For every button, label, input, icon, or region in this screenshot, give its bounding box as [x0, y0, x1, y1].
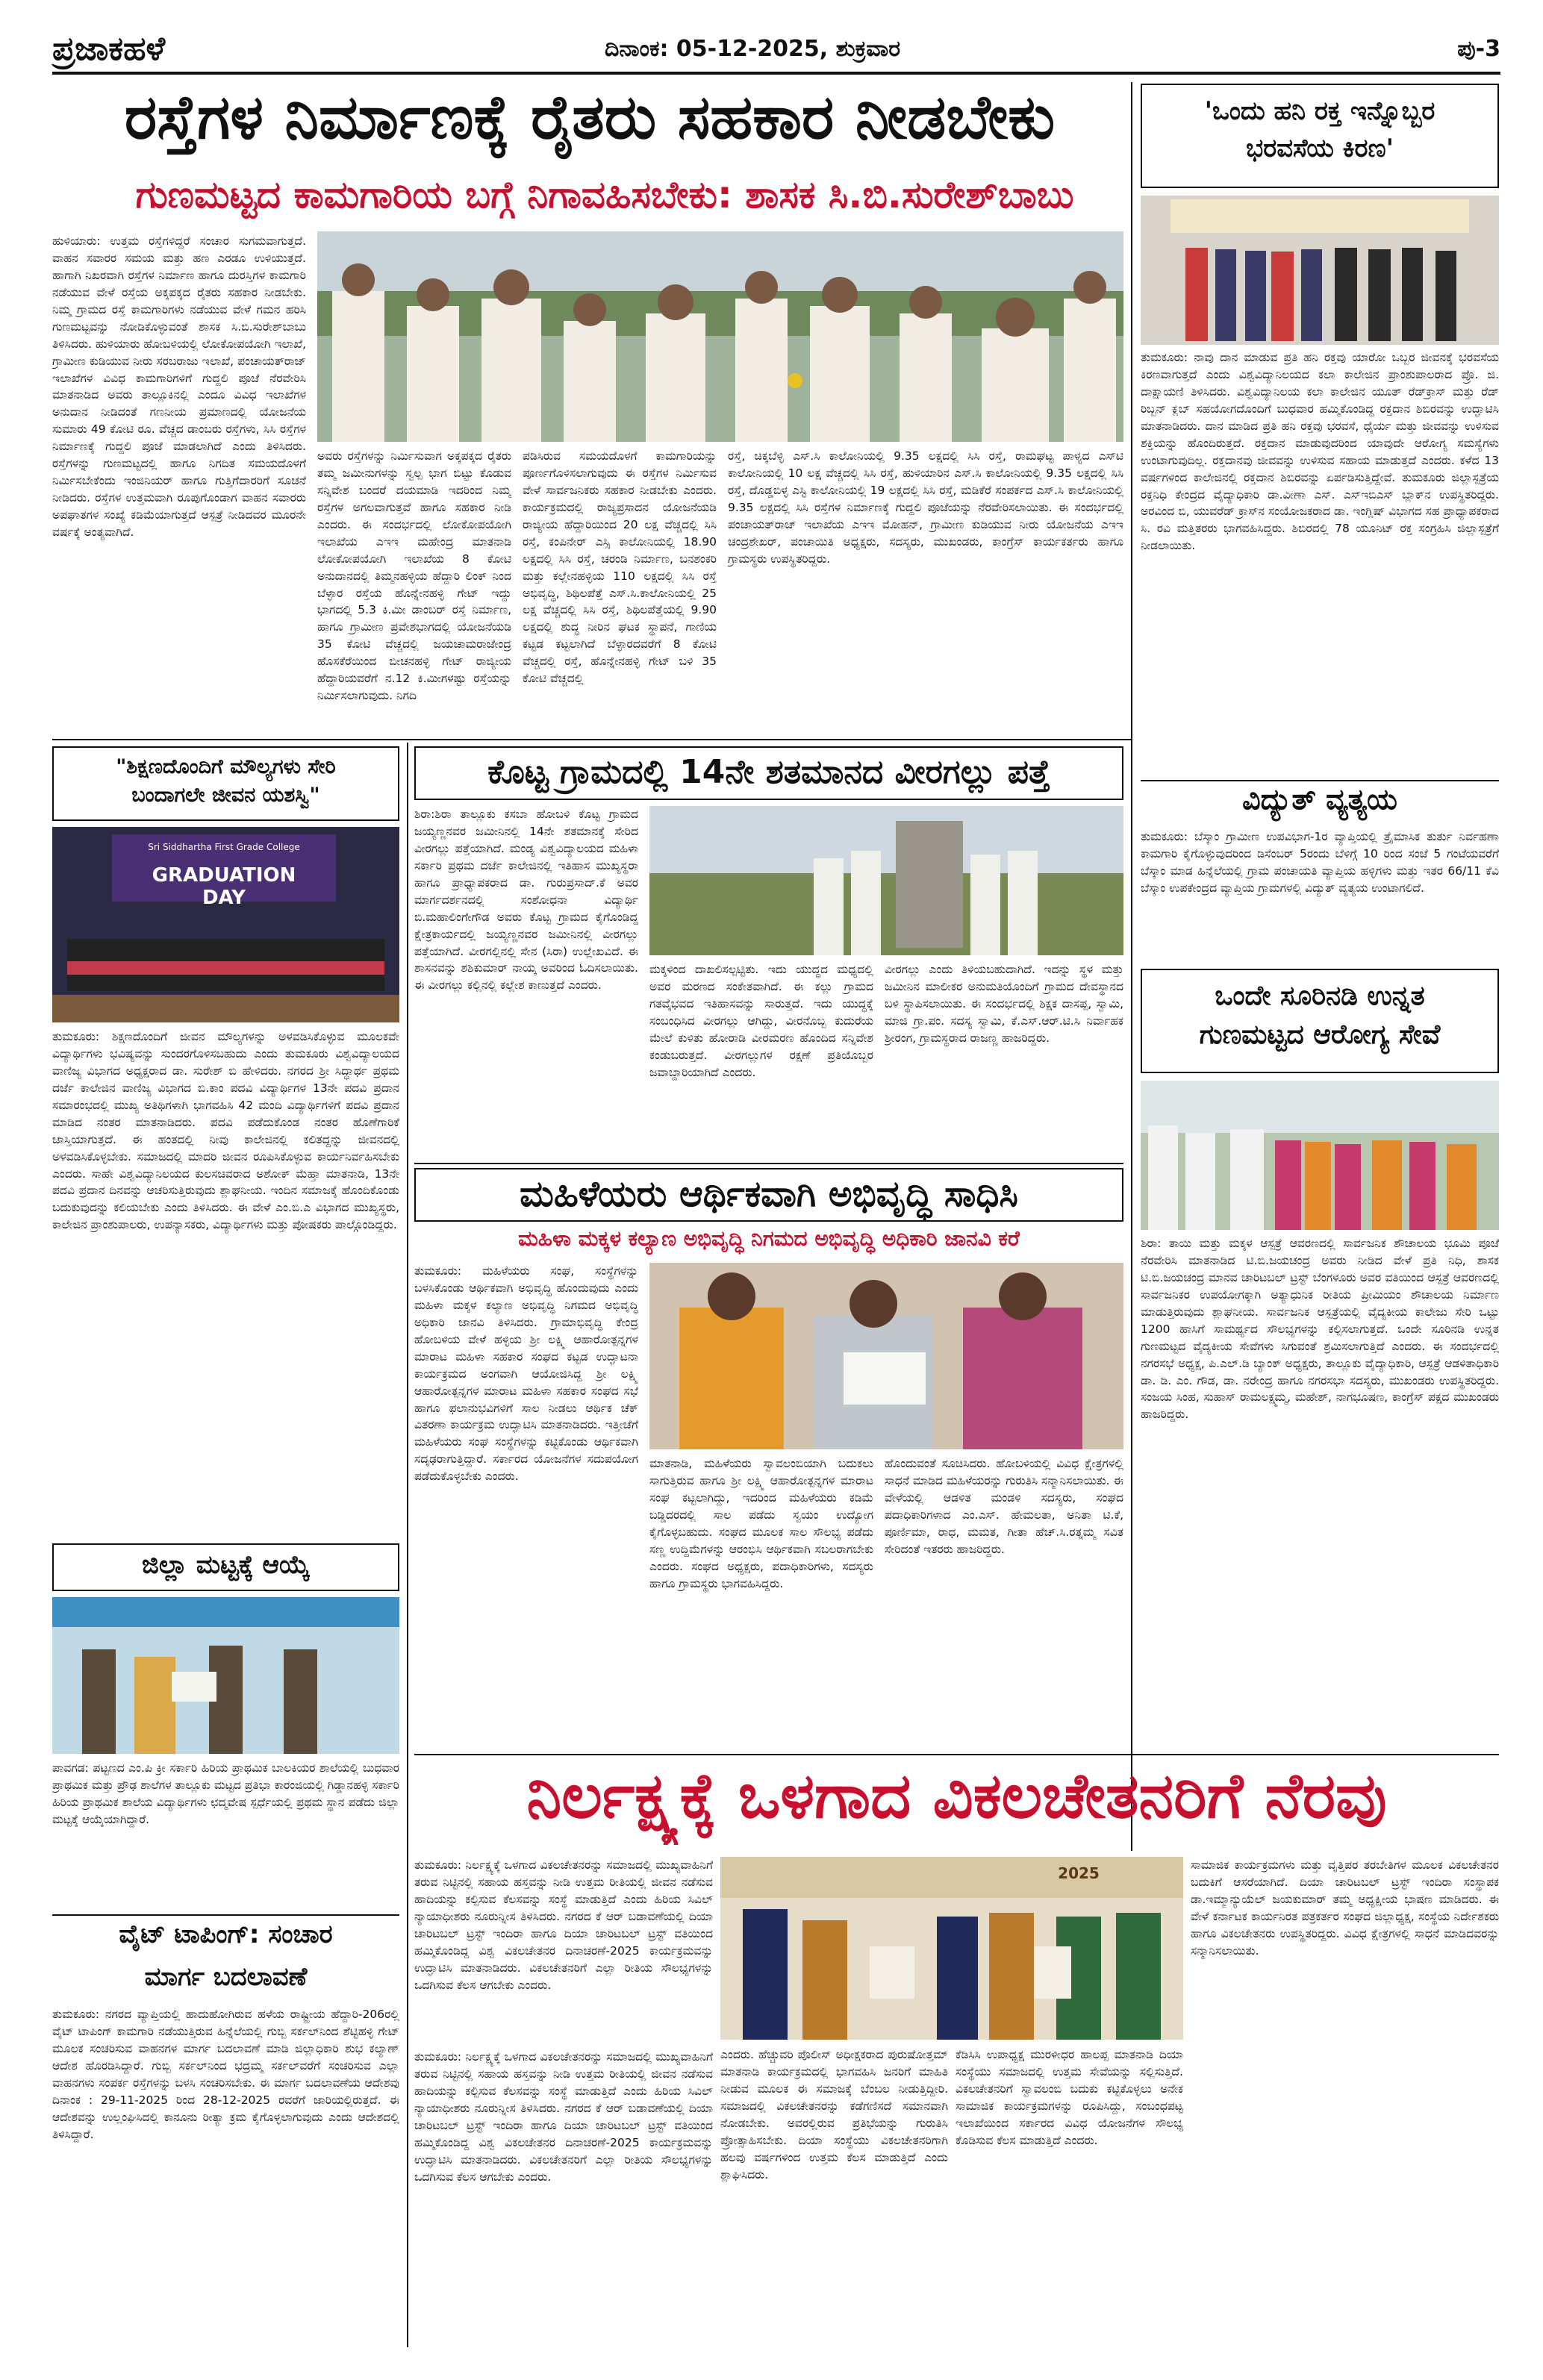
graduation-college-name: Sri Siddhartha First Grade College	[148, 842, 300, 852]
right-story-3-headline-line-2: ಗುಣಮಟ್ಟದ ಆರೋಗ್ಯ ಸೇವೆ	[1199, 1019, 1441, 1050]
left-story-1-headline-box	[52, 746, 399, 821]
center-story-1-headline-box	[414, 746, 1123, 800]
center-story-1-photo	[649, 806, 1123, 955]
center-story-3-column-2: ಎಂದರು. ಹೆಚ್ಚುವರಿ ಪೊಲೀಸ್ ಅಧೀಕ್ಷಕರಾದ ಪುರುಷೋತ್ತಮ್ ಮಾತನಾಡಿ ಕಾರ್ಯಕ್ರಮದಲ್ಲಿ ಭಾಗವಹಿಸಿ ಜನರಿಗೆ ಮಾಹಿತಿ ನೀಡುವ ಮೂಲಕ ಈ ಸಮಾಜಕ್ಕೆ ಬೆಂಬಲ ನೀಡುತ್ತಿದ್ದೀರಿ. ಸಮಾಜದಲ್ಲಿ ವಿಕಲಚೇತನರನ್ನು ಕಡೆಗಣಿಸದೆ ಸಮಾನವಾಗಿ ನೋಡಬೇಕು. ಅವರಲ್ಲಿರುವ ಪ್ರತಿಭೆಯನ್ನು ಗುರುತಿಸಿ ಪ್ರೋತ್ಸಾಹಿಸಬೇಕು. ದಿಯಾ ಸಂಸ್ಥೆಯು ವಿಕಲಚೇತನರಿಗಾಗಿ ಹಲವು ವರ್ಷಗಳಿಂದ ಉತ್ತಮ ಕೆಲಸ ಮಾಡುತ್ತಿದೆ ಎಂದು ಶ್ಲಾಘಿಸಿದರು.	[720, 2048, 948, 2181]
lead-column-4: ರಸ್ತೆ, ಚಿಕ್ಕಬೆಳ್ಳಿ ಎಸ್.ಸಿ ಕಾಲೋನಿಯಲ್ಲಿ 9.35 ಲಕ್ಷದಲ್ಲಿ ಸಿಸಿ ರಸ್ತೆ, ರಾಮಘಟ್ಟ ಪಾಳ್ಯದ ಎಸ್‌ಟಿ ಕಾಲೋನಿಯಲ್ಲಿ 10 ಲಕ್ಷ ವೆಚ್ಚದಲ್ಲಿ ಸಿಸಿ ರಸ್ತೆ, ಹುಳಿಯಾರಿನ ಎಸ್.ಸಿ ಕಾಲೋನಿಯಲ್ಲಿ 9.35 ಲಕ್ಷದಲ್ಲಿ ಸಿಸಿ ರಸ್ತೆ, ದೊಡ್ಡಬಿಳ್ಳ ಎಸ್ಟಿ ಕಾಲೋನಿಯಲ್ಲಿ 19 ಲಕ್ಷದಲ್ಲಿ ಸಿಸಿ ರಸ್ತೆ, ಮಡಿಕೆರೆ ಸಂಪರ್ಕದ ಎಸ್.ಸಿ ಕಾಲೋನಿಯಲ್ಲಿ 9.35 ಲಕ್ಷದಲ್ಲಿ ಸಿಸಿ ರಸ್ತೆಗಳ ನಿರ್ಮಾಣಕ್ಕೆ ಗುದ್ದಲಿ ಪೂಜೆಯನ್ನು ನೆರವೇರಿಸಲಾಯಿತು. ಈ ಸಂದರ್ಭದಲ್ಲಿ ಪಂಚಾಯತ್‌ರಾಜ್ ಇಲಾಖೆಯ ಎಇಇ ಮೋಹನ್, ಗ್ರಾಮೀಣ ಕುಡಿಯುವ ನೀರು ಯೋಜನೆಯ ಎಇಇ ಚಂದ್ರಶೇಖರ್, ಪಂಚಾಯಿತಿ ಅಧ್ಯಕ್ಷರು, ಸದಸ್ಯರು, ಮುಖಂಡರು, ಕಾಂಗ್ರೆಸ್ ಕಾರ್ಯಕರ್ತರು ಹಾಗೂ ಗ್ರಾಮಸ್ಥರು ಉಪಸ್ಥಿತರಿದ್ದರು.	[728, 449, 1123, 566]
right-story-3-photo	[1141, 1081, 1499, 1230]
section-rule	[414, 1163, 1123, 1164]
left-story-2-photo	[52, 1597, 399, 1754]
column-rule	[407, 743, 408, 2347]
left-story-1-headline-line-1: "ಶಿಕ್ಷಣದೊಂದಿಗೆ ಮೌಲ್ಯಗಳು ಸೇರಿ	[116, 755, 336, 778]
center-story-3-column-1: ತುಮಕೂರು: ನಿರ್ಲಕ್ಷ್ಯಕ್ಕೆ ಒಳಗಾದ ವಿಕಲಚೇತನರನ್ನು ಸಮಾಜದಲ್ಲಿ ಮುಖ್ಯವಾಹಿನಿಗೆ ತರುವ ನಿಟ್ಟಿನಲ್ಲಿ ಸಹಾಯ ಹಸ್ತವನ್ನು ನೀಡಿ ಉತ್ತಮ ರೀತಿಯಲ್ಲಿ ಜೀವನ ನಡೆಸುವ ಹಾದಿಯನ್ನು ಕಲ್ಪಿಸುವ ಕೆಲಸವನ್ನು ಸಂಸ್ಥೆ ಮಾಡುತ್ತಿದೆ ಎಂದು ಹಿರಿಯ ಸಿವಿಲ್ ನ್ಯಾಯಾಧೀಶರು ನೂರುನ್ನೀಸ ತಿಳಿಸಿದರು. ನಗರದ ಕೆ ಆರ್ ಬಡಾವಣೆಯಲ್ಲಿ ದಿಯಾ ಚಾರಿಟಬಲ್ ಟ್ರಸ್ಟ್ ಇಂದಿರಾ ಹಾಗೂ ದಿಯಾ ಚಾರಿಟಬಲ್ ಟ್ರಸ್ಟ್ ವತಿಯಿಂದ ಹಮ್ಮಿಕೊಂಡಿದ್ದ ವಿಶ್ವ ವಿಕಲಚೇತನರ ದಿನಾಚರಣೆ-2025 ಕಾರ್ಯಕ್ರಮವನ್ನು ಉದ್ಘಾಟಿಸಿ ಮಾತನಾಡಿದರು. ವಿಕಲಚೇತನರಿಗೆ ಎಲ್ಲಾ ರೀತಿಯ ಸೌಲಭ್ಯಗಳನ್ನು ಒದಗಿಸುವ ಕೆಲಸ ಆಗಬೇಕು ಎಂದರು.	[414, 1858, 713, 1992]
right-story-3-headline-box	[1141, 969, 1499, 1073]
column-rule	[1131, 82, 1132, 1851]
left-story-2-headline-box	[52, 1543, 399, 1591]
right-story-2-text: ತುಮಕೂರು: ಬೆಸ್ಕಾಂ ಗ್ರಾಮೀಣ ಉಪವಿಭಾಗ-1ರ ವ್ಯಾಪ್ತಿಯಲ್ಲಿ ತ್ರೈಮಾಸಿಕ ತುರ್ತು ನಿರ್ವಹಣಾ ಕಾಮಗಾರಿ ಕೈಗೊಳ್ಳುವುದರಿಂದ ಡಿಸೆಂಬರ್ 5ರಂದು ಬೆಳಿಗ್ಗೆ 10 ರಿಂದ ಸಂಜೆ 5 ಗಂಟೆಯವರೆಗೆ ಬೆಸ್ಕಾಂ ಮಾಡ ಹಿನ್ನೆಲೆಯಲ್ಲಿ ಗ್ರಾಮ ಪಂಚಾಯತಿ ವ್ಯಾಪ್ತಿಯ ಹಳ್ಳಿಗಳು ಮತ್ತು ಇತರ 66/11 ಕೆವಿ ಬೆಸ್ಕಾಂ ಉಪಕೇಂದ್ರದ ವ್ಯಾಪ್ತಿಯ ಗ್ರಾಮಗಳಲ್ಲಿ ವಿದ್ಯುತ್ ವ್ಯತ್ಯಯ ಉಂಟಾಗಲಿದೆ.	[1141, 830, 1499, 895]
right-story-1-headline-box	[1141, 84, 1499, 188]
left-story-1-photo	[52, 827, 399, 1022]
center-story-3-column-4: ಸಾಮಾಜಿಕ ಕಾರ್ಯಕ್ರಮಗಳು ಮತ್ತು ವೃತ್ತಿಪರ ತರಬೇತಿಗಳ ಮೂಲಕ ವಿಕಲಚೇತನರ ಬದುಕಿಗೆ ಆಸರೆಯಾಗಿದೆ. ದಿಯಾ ಚಾರಿಟಬಲ್ ಟ್ರಸ್ಟ್ ಇಂದಿರಾ ಸಂಸ್ಥಾಪಕ ಡಾ.ಇಮ್ಮಾನ್ಯುಯೆಲ್ ಜಯಕುಮಾರ್ ತಮ್ಮ ಅಧ್ಯಕ್ಷೀಯ ಭಾಷಣ ಮಾಡಿದರು. ಈ ವೇಳೆ ಕರ್ನಾಟಕ ಕಾರ್ಯನಿರತ ಪತ್ರಕರ್ತರ ಸಂಘದ ಜಿಲ್ಲಾಧ್ಯಕ್ಷ, ಸಂಸ್ಥೆಯ ನಿರ್ದೇಶಕರು ಹಾಗೂ ವಿಕಲಚೇತನರು ಉಪಸ್ಥಿತರಿದ್ದರು. ವಿವಿಧ ಕ್ಷೇತ್ರಗಳಲ್ಲಿ ಸಾಧನೆ ಮಾಡಿದವರನ್ನು ಸನ್ಮಾನಿಸಲಾಯಿತು.	[1191, 1858, 1499, 1958]
right-story-1-headline-line-1: 'ಒಂದು ಹನಿ ರಕ್ತ ಇನ್ನೊಬ್ಬರ	[1204, 96, 1436, 126]
section-rule	[52, 1914, 399, 1916]
center-story-2-photo	[649, 1263, 1123, 1449]
center-story-2-column-2: ಮಾತನಾಡಿ, ಮಹಿಳೆಯರು ಸ್ವಾವಲಂಬಿಯಾಗಿ ಬದುಕಲು ಸಾಗುತ್ತಿರುವ ಹಾಗೂ ಶ್ರೀ ಲಕ್ಷ್ಮಿ ಆಹಾರೋತ್ಪನ್ನಗಳ ಮಾರಾಟ ಸಂಘ ಕಟ್ಟಲಾಗಿದ್ದು, ಇದರಿಂದ ಮಹಿಳೆಯರು ಕಡಿಮೆ ಬಡ್ಡಿದರದಲ್ಲಿ ಸಾಲ ಪಡೆದು ಸ್ವಯಂ ಉದ್ಯೋಗ ಕೈಗೊಳ್ಳಬಹುದು. ಸಂಘದ ಮೂಲಕ ಸಾಲ ಸೌಲಭ್ಯ ಪಡೆದು ಸಣ್ಣ ಉದ್ದಿಮೆಗಳನ್ನು ಆರಂಭಿಸಿ ಆರ್ಥಿಕವಾಗಿ ಸಬಲರಾಗಬೇಕು ಎಂದರು. ಸಂಘದ ಅಧ್ಯಕ್ಷರು, ಪದಾಧಿಕಾರಿಗಳು, ಸದಸ್ಯರು ಹಾಗೂ ಗ್ರಾಮಸ್ಥರು ಭಾಗವಹಿಸಿದ್ದರು.	[649, 1457, 873, 1590]
center-story-3-column-3: ಕೆಡಿಸಿಸಿ ಉಪಾಧ್ಯಕ್ಷ ಮುರಳೀಧರ ಹಾಲಪ್ಪ ಮಾತನಾಡಿ ದಿಯಾ ಸಂಸ್ಥೆಯು ಸಮಾಜದಲ್ಲಿ ಉತ್ತಮ ಸೇವೆಯನ್ನು ಸಲ್ಲಿಸುತ್ತಿದೆ. ವಿಕಲಚೇತನರಿಗೆ ಸ್ವಾವಲಂಬಿ ಬದುಕು ಕಟ್ಟಿಕೊಳ್ಳಲು ಅನೇಕ ಸಾಮಾಜಿಕ ಕಾರ್ಯಕ್ರಮಗಳನ್ನು ರೂಪಿಸಿದ್ದು, ಸಂಬಂಧಪಟ್ಟ ಇಲಾಖೆಯಿಂದ ಸರ್ಕಾರದ ವಿವಿಧ ಯೋಜನೆಗಳ ಸೌಲಭ್ಯ ಕೊಡಿಸುವ ಕೆಲಸ ಮಾಡುತ್ತಿದೆ ಎಂದರು.	[956, 2048, 1183, 2147]
center-story-2-column-3: ಹೊಂದುವಂತೆ ಸೂಚಿಸಿದರು. ಹೋಬಳಿಯಲ್ಲಿ ವಿವಿಧ ಕ್ಷೇತ್ರಗಳಲ್ಲಿ ಸಾಧನೆ ಮಾಡಿದ ಮಹಿಳೆಯರನ್ನು ಗುರುತಿಸಿ ಸನ್ಮಾನಿಸಲಾಯಿತು. ಈ ವೇಳೆಯಲ್ಲಿ ಆಡಳಿತ ಮಂಡಳಿ ಸದಸ್ಯರು, ಸಂಘದ ಪದಾಧಿಕಾರಿಗಳಾದ ಎಂ.ಎಸ್. ಹೇಮಲತಾ, ಅನಿತಾ ಟಿ.ಕೆ, ಪೂರ್ಣಿಮಾ, ರಾಧ, ಮಮತ, ಗೀತಾ ಹೆಚ್.ಸಿ.ರತ್ನಮ್ಮ ಸವಿತ ಸೇರಿದಂತೆ ಇತರರು ಹಾಜರಿದ್ದರು.	[885, 1457, 1123, 1556]
center-story-1-column-1: ಶಿರಾ:ಶಿರಾ ತಾಲ್ಲೂಕು ಕಸಬಾ ಹೋಬಳಿ ಕೊಟ್ಟ ಗ್ರಾಮದ ಜಯ್ಯಣ್ಣನವರ ಜಮೀನಿನಲ್ಲಿ 14ನೇ ಶತಮಾನಕ್ಕೆ ಸೇರಿದ ವೀರಗಲ್ಲು ಪತ್ತೆಯಾಗಿದೆ. ಮಂಡ್ಯ ವಿಶ್ವವಿದ್ಯಾಲಯದ ಮಹಿಳಾ ಸರ್ಕಾರಿ ಪ್ರಥಮ ದರ್ಜೆ ಕಾಲೇಜಿನಲ್ಲಿ ಇತಿಹಾಸ ಮುಖ್ಯಸ್ಥರಾ ಹಾಗೂ ಪ್ರಾಧ್ಯಾಪಕರಾದ ಡಾ. ಗುರುಪ್ರಸಾದ್.ಕೆ ಅವರ ಮಾರ್ಗದರ್ಶನದಲ್ಲಿ ಸಂಶೋಧನಾ ವಿದ್ಯಾರ್ಥಿ ಬಿ.ಮಹಾಲಿಂಗೇಗೌಡ ಅವರು ಕೊಟ್ಟ ಗ್ರಾಮದ ಕೈಗೊಂಡಿದ್ದ ಕ್ಷೇತ್ರಕಾರ್ಯದಲ್ಲಿ ಜಯ್ಯಣ್ಣನವರ ಜಮೀನಿನಲ್ಲಿ ವೀರಗಲ್ಲು ಪತ್ತೆಯಾಗಿದೆ. ವೀರಗಲ್ಲಿನಲ್ಲಿ ಸೇನ (ಸಿರಾ) ಉಲ್ಲೇಖವಿದೆ. ಈ ಶಾಸನವನ್ನು ಶಶಿಕುಮಾರ್ ನಾಯ್ಕ ಅವರಿಂದ ಓದಿಸಲಾಯಿತು. ಈ ವೀರಗಲ್ಲು ಕಲ್ಲಿನಲ್ಲಿ ಕಲ್ಲೇಶ ಕಾಣುತ್ತದೆ ಎಂದರು.	[414, 808, 638, 993]
left-story-2-headline: ಜಿಲ್ಲಾ ಮಟ್ಟಕ್ಕೆ ಆಯ್ಕೆ	[142, 1550, 310, 1580]
newspaper-name: ಪ್ರಜಾಕಹಳೆ	[52, 30, 166, 68]
right-story-3-text: ಶಿರಾ: ತಾಯಿ ಮತ್ತು ಮಕ್ಕಳ ಆಸ್ಪತ್ರೆ ಆವರಣದಲ್ಲಿ ಸಾರ್ವಜನಿಕ ಶೌಚಾಲಯ ಭೂಮಿ ಪೂಜೆ ನೆರವೇರಿಸಿ ಮಾತನಾಡಿದ ಟಿ.ಬಿ.ಜಯಚಂದ್ರ ಅವರು ನೀಡಿದ ವೇಳೆ ಪ್ರತಿ ನಿಧಿ, ಶಾಸಕ ಟಿ.ಬಿ.ಜಯಚಂದ್ರ ಮಾನವ ಚಾರಿಟಬಲ್ ಟ್ರಸ್ಟ್ ಬೆಂಗಳೂರು ಅವರ ವತಿಯಿಂದ ಆಸ್ಪತ್ರೆ ಆವರಣದಲ್ಲಿ ಸಾರ್ವಜನಿಕರ ಉಪಯೋಗಕ್ಕಾಗಿ ಅತ್ಯಾಧುನಿಕ ರೀತಿಯ ಪ್ರೀಮಿಯಂ ಶೌಚಾಲಯ ನಿರ್ಮಾಣ ಮಾಡುತ್ತಿರುವುದು ಶ್ಲಾಘನೀಯ. ಸಾರ್ವಜನಿಕ ಆಸ್ಪತ್ರೆಯಲ್ಲಿ ವೈದ್ಯಕೀಯ ಕಾಲೇಜು ಸೇರಿ ಒಟ್ಟು 1200 ಹಾಸಿಗೆ ಸಾಮರ್ಥ್ಯದ ಸೌಲಭ್ಯಗಳನ್ನು ಕಲ್ಪಿಸಲಾಗುತ್ತದೆ. ಒಂದೇ ಸೂರಿನಡಿ ಉನ್ನತ ಗುಣಮಟ್ಟದ ವೈದ್ಯಕೀಯ ಸೇವೆಗಳು ಸಿಗುವಂತೆ ಶ್ರಮಿಸಲಾಗುತ್ತಿದೆ ಎಂದರು. ಈ ಸಂದರ್ಭದಲ್ಲಿ ನಗರಸಭೆ ಅಧ್ಯಕ್ಷ, ಪಿ.ಎಲ್.ಡಿ ಬ್ಯಾಂಕ್ ಅಧ್ಯಕ್ಷರು, ತಾಲ್ಲೂಕು ವೈದ್ಯಾಧಿಕಾರಿ, ಆಸ್ಪತ್ರೆ ಆಡಳಿತಾಧಿಕಾರಿ ಡಾ. ಡಿ. ಎಂ. ಗೌಡ, ಡಾ. ನರೇಂದ್ರ ಹಾಗೂ ನಗರಸಭಾ ಸದಸ್ಯರು, ಮುಖಂಡರು ಉಪಸ್ಥಿತರಿದ್ದರು. ಸಂಜಯ ಸಿಂಹ, ಸುಹಾಸ್ ರಾಮಲಕ್ಷ್ಮಮ್ಮ, ಮಹೇಶ್, ನಾಗಭೂಷಣ, ಕಾಂಗ್ರೆಸ್ ಪಕ್ಷದ ಮುಖಂಡರು ಹಾಜರಿದ್ದರು.	[1141, 1237, 1499, 1422]
section-rule	[414, 1754, 1499, 1755]
center-story-3-photo	[720, 1857, 1183, 2040]
lead-column-2: ಅವರು ರಸ್ತೆಗಳನ್ನು ನಿರ್ಮಿಸುವಾಗ ಅಕ್ಕಪಕ್ಕದ ರೈತರು ತಮ್ಮ ಜಮೀನುಗಳನ್ನು ಸ್ವಲ್ಪ ಭಾಗ ಬಿಟ್ಟು ಕೊಡುವ ಸನ್ನಿವೇಶ ಬಂದರೆ ದಯಮಾಡಿ ಇದರಿಂದ ನಿಮ್ಮ ರಸ್ತೆಗಳ ಅಗಲವಾಗುತ್ತವೆ ಹಾಗೂ ಸಹಕಾರ ನೀಡಿ ಎಂದರು. ಈ ಸಂದರ್ಭದಲ್ಲಿ ಲೋಕೋಪಯೋಗಿ ಇಲಾಖೆಯ ಎಇಇ ಮಹೇಂದ್ರ ಮಾತನಾಡಿ ಲೋಕೋಪಯೋಗಿ ಇಲಾಖೆಯ 8 ಕೋಟಿ ಅನುದಾನದಲ್ಲಿ ತಿಮ್ಮನಹಳ್ಳಿಯ ಹೆದ್ದಾರಿ ಲಿಂಕ್ ನಿಂದ ಬೆಳ್ಳಾರ ರಸ್ತೆಯ ಹೊನ್ನೇನಹಳ್ಳಿ ಗೇಟ್ ಇದ್ದು ಭಾಗದಲ್ಲಿ 5.3 ಕಿ.ಮೀ ಡಾಂಬರ್ ರಸ್ತೆ ನಿರ್ಮಾಣ, ಹಾಗೂ ಗ್ರಾಮೀಣ ಪ್ರವೇಶಭಾಗದಲ್ಲಿ ಯೋಜನೆಯಡಿ 35 ಕೋಟಿ ವೆಚ್ಚದಲ್ಲಿ ಜಯಚಾಮರಾಜೇಂದ್ರ ಹೊಸಕೆರೆಯಿಂದ ಬೀಚನಹಳ್ಳಿ ಗೇಟ್ ರಾಜ್ಯೀಯ ಹೆದ್ದಾರಿಯವರೆಗೆ ನ.12 ಕಿ.ಮೀಗಳಷ್ಟು ರಸ್ತೆಯನ್ನು ನಿರ್ಮಿಸಲಾಗುವುದು. ನಿಗದಿ	[317, 449, 511, 703]
section-rule	[1141, 780, 1499, 781]
right-story-2-headline: ವಿದ್ಯುತ್ ವ್ಯತ್ಯಯ	[1242, 783, 1397, 816]
lead-subheadline: ಗುಣಮಟ್ಟದ ಕಾಮಗಾರಿಯ ಬಗ್ಗೆ ನಿಗಾವಹಿಸಬೇಕು: ಶಾಸಕ ಸಿ.ಬಿ.ಸುರೇಶ್‌ಬಾಬು	[135, 175, 1074, 216]
lead-headline: ರಸ್ತೆಗಳ ನಿರ್ಮಾಣಕ್ಕೆ ರೈತರು ಸಹಕಾರ ನೀಡಬೇಕು	[124, 86, 1056, 153]
dateline: ದಿನಾಂಕ: 05-12-2025, ಶುಕ್ರವಾರ	[605, 36, 901, 62]
center-story-2-column-1: ತುಮಕೂರು: ಮಹಿಳೆಯರು ಸಂಘ, ಸಂಸ್ಥೆಗಳನ್ನು ಬಳಸಿಕೊಂಡು ಆರ್ಥಿಕವಾಗಿ ಅಭಿವೃದ್ಧಿ ಹೊಂದುವುದು ಎಂದು ಮಹಿಳಾ ಮಕ್ಕಳ ಕಲ್ಯಾಣ ಅಭಿವೃದ್ಧಿ ನಿಗಮದ ಅಭಿವೃದ್ಧಿ ಅಧಿಕಾರಿ ಜಾನವಿ ತಿಳಿಸಿದರು. ಗ್ರಾಮಾಭಿವೃದ್ಧಿ ಕೇಂದ್ರ ಹೋಬಳಿಯ ವೇಳೆ ಹಳ್ಳಿಯ ಶ್ರೀ ಲಕ್ಷ್ಮಿ ಆಹಾರೋತ್ಪನ್ನಗಳ ಮಾರಾಟ ಮಹಿಳಾ ಸಹಕಾರ ಸಂಘದ ಕಟ್ಟಡ ಉದ್ಘಾಟನಾ ಕಾರ್ಯಕ್ರಮದ ಅಂಗವಾಗಿ ಆಯೋಜಿಸಿದ್ದ ಶ್ರೀ ಲಕ್ಷ್ಮಿ ಆಹಾರೋತ್ಪನ್ನಗಳ ಮಾರಾಟ ಮಹಿಳಾ ಸಹಕಾರ ಸಂಘದ ಸಭೆ ಹಾಗೂ ಫಲಾನುಭವಿಗಳಿಗೆ ಸಾಲ ನೀಡಲು ಆರ್ಥಿಕ ಚೆಕ್ ವಿತರಣಾ ಕಾರ್ಯಕ್ರಮ ಉದ್ಘಾಟಿಸಿ ಮಾತನಾಡಿದರು. ಇತ್ತೀಚೆಗೆ ಮಹಿಳೆಯರು ಸಂಘ ಸಂಸ್ಥೆಗಳನ್ನು ಕಟ್ಟಿಕೊಂಡು ಆರ್ಥಿಕವಾಗಿ ಸದೃಢರಾಗುತ್ತಿದ್ದಾರೆ. ಸರ್ಕಾರದ ಯೋಜನೆಗಳ ಸದುಪಯೋಗ ಪಡೆದುಕೊಳ್ಳಬೇಕು ಎಂದರು.	[414, 1264, 638, 1484]
lead-column-1: ಹುಳಿಯಾರು: ಉತ್ತಮ ರಸ್ತೆಗಳಿದ್ದರೆ ಸಂಚಾರ ಸುಗಮವಾಗುತ್ತದೆ. ವಾಹನ ಸವಾರರ ಸಮಯ ಮತ್ತು ಹಣ ಎರಡೂ ಉಳಿಯುತ್ತದೆ. ಹಾಗಾಗಿ ನಿಖರವಾಗಿ ರಸ್ತೆಗಳ ನಿರ್ಮಾಣ ಹಾಗೂ ದುರಸ್ತಿಗಳ ಕಾಮಗಾರಿ ನಡೆಯುವ ವೇಳೆ ರಸ್ತೆಯ ಅಕ್ಕಪಕ್ಕದ ರೈತರು ಸಹಕಾರ ನೀಡಬೇಕು. ನಿಮ್ಮ ಗ್ರಾಮದ ರಸ್ತೆ ಕಾಮಗಾರಿಗಳು ನಡೆಯುವ ವೇಳೆ ಗಮನ ಹರಿಸಿ ಗುಣಮಟ್ಟವನ್ನು ನೋಡಿಕೊಳ್ಳುವಂತೆ ಶಾಸಕ ಸಿ.ಬಿ.ಸುರೇಶ್‌ಬಾಬು ತಿಳಿಸಿದರು. ಹುಳಿಯಾರು ಹೋಬಳಿಯಲ್ಲಿ ಲೋಕೋಪಯೋಗಿ ಇಲಾಖೆ, ಗ್ರಾಮೀಣ ಕುಡಿಯುವ ನೀರು ಸರಬರಾಜು ಇಲಾಖೆ, ಪಂಚಾಯತ್‌ರಾಜ್ ಇಲಾಖೆಗಳ ವಿವಿಧ ಕಾಮಗಾರಿಗಳಿಗೆ ಗುದ್ದಲಿ ಪೂಜೆ ನೆರವೇರಿಸಿ ಮಾತನಾಡಿದ ಅವರು ತಾಲ್ಲೂಕಿನಲ್ಲಿ ಎಂದೂ ವಿವಿಧ ಇಲಾಖೆಗಳ ಅನುದಾನ ನೀಡಿದಂತೆ ಗಣನೀಯ ಪ್ರಮಾಣದಲ್ಲಿ ಯೋಜನೆಯ ಸುಮಾರು 49 ಕೋಟಿ ರೂ. ವೆಚ್ಚದ ಡಾಂಬರು ರಸ್ತೆಗಳು, ಸಿಸಿ ರಸ್ತೆಗಳ ನಿರ್ಮಾಣಕ್ಕೆ ಗುದ್ದಲಿ ಪೂಜೆ ಮಾಡಲಾಗಿದೆ ಎಂದು ತಿಳಿಸಿದರು. ರಸ್ತೆಗಳನ್ನು ಗುಣಮಟ್ಟದಲ್ಲಿ ಹಾಗೂ ನಿಗದಿತ ಸಮಯದೊಳಗೆ ನಿರ್ಮಿಸಬೇಕೆಂದು ಇಂಜಿನಿಯರ್ ಹಾಗೂ ಗುತ್ತಿಗೆದಾರರಿಗೆ ಸೂಚನೆ ನೀಡಿದರು. ರಸ್ತೆಗಳ ಉತ್ತಮವಾಗಿ ರೂಪುಗೊಂಡಾಗ ವಾಹನ ಸವಾರರು ಅಪಘಾತಗಳ ಸಂಖ್ಯೆ ಕಡಿಮೆಯಾಗುತ್ತದೆ ಆಸ್ಪತ್ರೆ ನೀಡಿದವರ ಮೂರನೇ ವರ್ಷಕ್ಕೆ ಅಂತ್ಯವಾಗಿದೆ.	[52, 234, 306, 539]
center-story-2-subheadline: ಮಹಿಳಾ ಮಕ್ಕಳ ಕಲ್ಯಾಣ ಅಭಿವೃದ್ಧಿ ನಿಗಮದ ಅಭಿವೃದ್ಧಿ ಅಧಿಕಾರಿ ಜಾನವಿ ಕರೆ	[518, 1226, 1020, 1251]
left-story-1-headline-line-2: ಬಂದಾಗಲೇ ಜೀವನ ಯಶಸ್ವಿ"	[131, 784, 320, 808]
page-number: ಪು-3	[1457, 36, 1500, 62]
left-story-1-text: ತುಮಕೂರು: ಶಿಕ್ಷಣದೊಂದಿಗೆ ಜೀವನ ಮೌಲ್ಯಗಳನ್ನು ಅಳವಡಿಸಿಕೊಳ್ಳುವ ಮೂಲಕವೇ ವಿದ್ಯಾರ್ಥಿಗಳು ಭವಿಷ್ಯವನ್ನು ಸುಂದರಗೊಳಿಸಬಹುದು ಎಂದು ತುಮಕೂರು ವಿಶ್ವವಿದ್ಯಾಲಯದ ವಾಣಿಜ್ಯ ವಿಭಾಗದ ಅಧ್ಯಕ್ಷರಾದ ಡಾ. ಸುರೇಶ್ ಬಿ ಹೇಳಿದರು. ನಗರದ ಶ್ರೀ ಸಿದ್ಧಾರ್ಥ ಪ್ರಥಮ ದರ್ಜೆ ಕಾಲೇಜಿನ ವಾಣಿಜ್ಯ ವಿಭಾಗದ ಬಿ.ಕಾಂ ಪದವಿ ವಿದ್ಯಾರ್ಥಿಗಳ 13ನೇ ಪದವಿ ಪ್ರದಾನ ಸಮಾರಂಭದಲ್ಲಿ ಮುಖ್ಯ ಅತಿಥಿಗಳಾಗಿ ಭಾಗವಹಿಸಿ 42 ಮಂದಿ ವಿದ್ಯಾರ್ಥಿಗಳಿಗೆ ಪದವಿ ಪ್ರದಾನ ಮಾಡಿದ ನಂತರ ಮಾತನಾಡಿದರು. ಪದವಿ ಪಡೆದುಕೊಂಡ ನಂತರ ಹೊಣೆಗಾರಿಕೆ ಜಾಸ್ತಿಯಾಗುತ್ತದೆ. ಈ ಹಂತದಲ್ಲಿ ನೀವು ಕಾಲೇಜಿನಲ್ಲಿ ಕಲಿತದ್ದನ್ನು ಜೀವನದಲ್ಲಿ ಅಳವಡಿಸಿಕೊಳ್ಳಬೇಕು. ಸಮಾಜದಲ್ಲಿ ಮಾದರಿ ಜೀವನ ರೂಪಿಸಿಕೊಳ್ಳುವ ಕಾರ್ಯನಿರ್ವಹಿಸಬೇಕು ಎಂದರು. ಸಾಹೇ ವಿಶ್ವವಿದ್ಯಾನಿಲಯದ ಕುಲಸಚಿವರಾದ ಅಶೋಕ್ ಮೆಹ್ತಾ ಮಾತನಾಡಿ, 13ನೇ ಪದವಿ ಪ್ರದಾನ ದಿನವನ್ನು ಆಚರಿಸುತ್ತಿರುವುದು ಶ್ಲಾಘನೀಯ. ಇಂದಿನ ಸಮಾಜಕ್ಕೆ ಹೊಂದಿಕೊಂಡು ಬದುಕುವುದನ್ನು ಕಲಿಯಬೇಕು ಎಂದು ತಿಳಿಸಿದರು. ಈ ವೇಳೆ ಎಂ.ಬಿ.ಎ ವಿಭಾಗದ ಮುಖ್ಯಸ್ಥರು, ಕಾಲೇಜಿನ ಪ್ರಾಂಶುಪಾಲರು, ಉಪನ್ಯಾಸಕರು, ವಿದ್ಯಾರ್ಥಿಗಳು ಮತ್ತು ಪೋಷಕರು ಪಾಲ್ಗೊಂಡಿದ್ದರು.	[52, 1030, 399, 1232]
section-rule	[52, 739, 1131, 740]
center-story-1-headline: ಕೊಟ್ಟ ಗ್ರಾಮದಲ್ಲಿ 14ನೇ ಶತಮಾನದ ವೀರಗಲ್ಲು ಪತ್ತೆ	[487, 753, 1050, 791]
right-story-1-photo	[1141, 196, 1499, 345]
center-story-2-headline: ಮಹಿಳೆಯರು ಆರ್ಥಿಕವಾಗಿ ಅಭಿವೃದ್ಧಿ ಸಾಧಿಸಿ	[520, 1173, 1018, 1215]
right-story-1-text: ತುಮಕೂರು: ನಾವು ದಾನ ಮಾಡುವ ಪ್ರತಿ ಹನಿ ರಕ್ತವು ಯಾರೋ ಒಬ್ಬರ ಜೀವನಕ್ಕೆ ಭರವಸೆಯ ಕಿರಣವಾಗುತ್ತದೆ ಎಂದು ವಿಶ್ವವಿದ್ಯಾನಿಲಯದ ಕಲಾ ಕಾಲೇಜಿನ ಪ್ರಾಂಶುಪಾಲರಾದ ಪ್ರೊ. ಜಿ. ದಾಕ್ಷಾಯಣಿ ತಿಳಿಸಿದರು. ವಿಶ್ವವಿದ್ಯಾನಿಲಯ ಕಲಾ ಕಾಲೇಜಿನ ಯೂತ್ ರೆಡ್‌ಕ್ರಾಸ್ ಮತ್ತು ರೆಡ್ ರಿಬ್ಬನ್ ಕ್ಲಬ್ ಸಹಯೋಗದೊಂದಿಗೆ ಬುಧವಾರ ಹಮ್ಮಿಕೊಂಡಿದ್ದ ರಕ್ತದಾನ ಶಿಬಿರವನ್ನು ಉದ್ಘಾಟಿಸಿ ಮಾತನಾಡಿದರು. ದಾನ ಮಾಡಿದ ಪ್ರತಿ ಹನಿ ರಕ್ತವು ಭರವಸೆ, ಧೈರ್ಯ ಮತ್ತು ಜೀವವನ್ನು ಉಳಿಸುವ ಶಕ್ತಿಯನ್ನು ಹೊಂದಿರುತ್ತದೆ. ರಕ್ತದಾನ ಮಾಡುವುದರಿಂದ ಯಾವುದೇ ಆರೋಗ್ಯ ಸಮಸ್ಯೆಗಳು ಉಂಟಾಗುವುದಿಲ್ಲ. ರಕ್ತದಾನವು ಜೀವವನ್ನು ಉಳಿಸುವ ಸಹಾಯ ಮಾಡುತ್ತದೆ ಎಂದರು. ಕಳೆದ 13 ವರ್ಷಗಳಿಂದ ಕಾಲೇಜಿನಲ್ಲಿ ರಕ್ತದಾನ ಶಿಬಿರವನ್ನು ಏರ್ಪಡಿಸುತ್ತಿದ್ದೇವೆ. ತುಮಕೂರು ಜಿಲ್ಲಾಸ್ಪತ್ರೆಯ ರಕ್ತನಿಧಿ ಕೇಂದ್ರದ ವೈದ್ಯಾಧಿಕಾರಿ ಡಾ.ವೀಣಾ ಎಸ್. ಎಸ್‌ಇಬಿಎಸ್ ಬ್ಲಾಕ್‌ನ ಉಪಸ್ಥಿತರಿದ್ದರು. ಅರವಿಂದ ಬಿ, ಯುವರೆಡ್ ಕ್ರಾಸ್‌ನ ಸಂಯೋಜಕರಾದ ಡಾ. ಇಂಗ್ಲಿಷ್ ವಿಭಾಗದ ಸಹ ಪ್ರಾಧ್ಯಾಪಕರಾದ ಸಿ. ರವಿ ಮತ್ತಿತರರು ಭಾಗವಹಿಸಿದ್ದರು. ಶಿಬಿರದಲ್ಲಿ 78 ಯೂನಿಟ್ ರಕ್ತ ಸಂಗ್ರಹಿಸಿ ಜಿಲ್ಲಾಸ್ಪತ್ರೆಗೆ ನೀಡಲಾಯಿತು.	[1141, 351, 1499, 553]
center-story-1-column-3: ವೀರಗಲ್ಲು ಎಂದು ತಿಳಿಯಬಹುದಾಗಿದೆ. ಇದನ್ನು ಸ್ಥಳ ಮತ್ತು ಜಮೀನಿನ ಮಾಲೀಕರ ಅನುಮತಿಯೊಂದಿಗೆ ಗ್ರಾಮದ ದೇವಸ್ಥಾನದ ಬಳಿ ಸ್ಥಾಪಿಸಲಾಯಿತು. ಈ ಸಂದರ್ಭದಲ್ಲಿ ಶಿಕ್ಷಕ ದಾಸಪ್ಪ, ಸ್ವಾಮಿ, ಮಾಜಿ ಗ್ರಾ.ಪಂ. ಸದಸ್ಯ ಸ್ವಾಮಿ, ಕೆ.ಎಸ್.ಆರ್.ಟಿ.ಸಿ ನಿರ್ವಾಹಕ ಶ್ರೀರಂಗ, ಗ್ರಾಮಸ್ಥರಾದ ರಾಜಣ್ಣ ಹಾಜರಿದ್ದರು.	[885, 963, 1123, 1045]
graduation-banner: GRADUATION DAY	[152, 864, 296, 909]
right-story-1-headline-line-2: ಭರವಸೆಯ ಕಿರಣ'	[1245, 133, 1394, 163]
left-story-3-headline-line-2: ಮಾರ್ಗ ಬದಲಾವಣೆ	[144, 1962, 308, 1992]
center-story-2-headline-box	[414, 1168, 1123, 1222]
lead-photo	[317, 231, 1123, 442]
center-story-3-column-1b: ತುಮಕೂರು: ನಿರ್ಲಕ್ಷ್ಯಕ್ಕೆ ಒಳಗಾದ ವಿಕಲಚೇತನರನ್ನು ಸಮಾಜದಲ್ಲಿ ಮುಖ್ಯವಾಹಿನಿಗೆ ತರುವ ನಿಟ್ಟಿನಲ್ಲಿ ಸಹಾಯ ಹಸ್ತವನ್ನು ನೀಡಿ ಉತ್ತಮ ರೀತಿಯಲ್ಲಿ ಜೀವನ ನಡೆಸುವ ಹಾದಿಯನ್ನು ಕಲ್ಪಿಸುವ ಕೆಲಸವನ್ನು ಸಂಸ್ಥೆ ಮಾಡುತ್ತಿದೆ ಎಂದು ಹಿರಿಯ ಸಿವಿಲ್ ನ್ಯಾಯಾಧೀಶರು ನೂರುನ್ನೀಸ ತಿಳಿಸಿದರು. ನಗರದ ಕೆ ಆರ್ ಬಡಾವಣೆಯಲ್ಲಿ ದಿಯಾ ಚಾರಿಟಬಲ್ ಟ್ರಸ್ಟ್ ಇಂದಿರಾ ಹಾಗೂ ದಿಯಾ ಚಾರಿಟಬಲ್ ಟ್ರಸ್ಟ್ ವತಿಯಿಂದ ಹಮ್ಮಿಕೊಂಡಿದ್ದ ವಿಶ್ವ ವಿಕಲಚೇತನರ ದಿನಾಚರಣೆ-2025 ಕಾರ್ಯಕ್ರಮವನ್ನು ಉದ್ಘಾಟಿಸಿ ಮಾತನಾಡಿದರು. ವಿಕಲಚೇತನರಿಗೆ ಎಲ್ಲಾ ರೀತಿಯ ಸೌಲಭ್ಯಗಳನ್ನು ಒದಗಿಸುವ ಕೆಲಸ ಆಗಬೇಕು ಎಂದರು.	[414, 2050, 713, 2184]
center-story-1-column-2: ಮಕ್ಕಳಿಂದ ದಾಖಲಿಸಲ್ಪಟ್ಟಿತು. ಇದು ಯುದ್ಧದ ಮಧ್ಯದಲ್ಲಿ ಅವರ ಮರಣದ ಸಂಕೇತವಾಗಿದೆ. ಈ ಕಲ್ಲು ಗ್ರಾಮದ ಗತವೈಭವದ ಇತಿಹಾಸವನ್ನು ಸಾರುತ್ತದೆ. ಇದು ಯುದ್ಧಕ್ಕೆ ಸಂಬಂಧಿಸಿದ ವೀರಗಲ್ಲು ಆಗಿದ್ದು, ವೀರನೊಬ್ಬ ಕುದುರೆಯ ಮೇಲೆ ಕುಳಿತು ಹೋರಾಡಿ ವೀರಮರಣ ಹೊಂದಿದ ಸನ್ನಿವೇಶ ಕಂಡುಬರುತ್ತದೆ. ವೀರಗಲ್ಲುಗಳ ರಕ್ಷಣೆ ಪ್ರತಿಯೊಬ್ಬರ ಜವಾಬ್ದಾರಿಯಾಗಿದೆ ಎಂದರು.	[649, 963, 873, 1079]
lead-column-3: ಪಡಿಸಿರುವ ಸಮಯದೊಳಗೆ ಕಾಮಗಾರಿಯನ್ನು ಪೂರ್ಣಗೊಳಿಸಲಾಗುವುದು ಈ ರಸ್ತೆಗಳ ನಿರ್ಮಿಸುವ ವೇಳೆ ಸಾರ್ವಜನಿಕರು ಸಹಕಾರ ನೀಡಬೇಕು ಎಂದರು. ಕಾರ್ಯಕ್ರಮದಲ್ಲಿ ರಾಜ್ಯಪ್ರಸಾದನ ಯೋಜನೆಯಡಿ ರಾಜ್ಯೀಯ ಹೆದ್ದಾರಿಯಿಂದ 20 ಲಕ್ಷ ವೆಚ್ಚದಲ್ಲಿ ಸಿಸಿ ರಸ್ತೆ, ಕಂಪಿನೇರ್ ಎಸ್ಸಿ ಕಾಲೋನಿಯಲ್ಲಿ 18.90 ಲಕ್ಷದಲ್ಲಿ ಸಿಸಿ ರಸ್ತೆ, ಚರಂಡಿ ನಿರ್ಮಾಣ, ಬನಶಂಕರಿ ಮತ್ತು ಕಲ್ಲೇನಹಳ್ಳಿಯ 110 ಲಕ್ಷದಲ್ಲಿ ಸಿಸಿ ರಸ್ತೆ ಅಭಿವೃದ್ಧಿ, ಶಿಥಿಲಪೆತ್ತೆ ಎಸ್.ಸಿ.ಕಾಲೋನಿಯಲ್ಲಿ 25 ಲಕ್ಷ ವೆಚ್ಚದಲ್ಲಿ ಸಿಸಿ ರಸ್ತೆ, ಶಿಥಿಲಪೆತ್ತೆಯಲ್ಲಿ 9.90 ಲಕ್ಷದಲ್ಲಿ ಶುದ್ಧ ನೀರಿನ ಘಟಕ ಸ್ಥಾಪನೆ, ಗಾಣಿಯ ಕಟ್ಟಡ ಕಟ್ಟಲಾಗಿದೆ ಬೆಳ್ಳಾರದವರೆಗೆ 8 ಕೋಟಿ ವೆಚ್ಚದಲ್ಲಿ ರಸ್ತೆ, ಹೊನ್ನೇನಹಳ್ಳಿ ಗೇಟ್ ಬಳಿ 35 ಕೋಟಿ ವೆಚ್ಚದಲ್ಲಿ	[523, 449, 717, 686]
left-story-3-text: ತುಮಕೂರು: ನಗರದ ವ್ಯಾಪ್ತಿಯಲ್ಲಿ ಹಾದುಹೋಗಿರುವ ಹಳೆಯ ರಾಷ್ಟ್ರೀಯ ಹೆದ್ದಾರಿ-206ರಲ್ಲಿ ವೈಟ್ ಟಾಪಿಂಗ್ ಕಾಮಗಾರಿ ನಡೆಯುತ್ತಿರುವ ಹಿನ್ನೆಲೆಯಲ್ಲಿ ಗುಬ್ಬಿ ಸರ್ಕಲ್‌ನಿಂದ ಶೆಟ್ಟಿಹಳ್ಳಿ ಗೇಟ್ ಮೂಲಕ ಸಂಚರಿಸುವ ವಾಹನಗಳ ಮಾರ್ಗ ಬದಲಾವಣೆ ಮಾಡಿ ಜಿಲ್ಲಾಧಿಕಾರಿ ಶುಭ ಕಲ್ಯಾಣ್ ಆದೇಶ ಹೊರಡಿಸಿದ್ದಾರೆ. ಗುಬ್ಬಿ ಸರ್ಕಲ್‌ನಿಂದ ಭದ್ರಮ್ಮ ಸರ್ಕಲ್‌ವರೆಗೆ ಸಂಚರಿಸುವ ಎಲ್ಲಾ ವಾಹನಗಳು ಸಂಪರ್ಕ ರಸ್ತೆಗಳನ್ನು ಬಳಸಿ ಸಂಚರಿಸಬೇಕು. ಈ ಮಾರ್ಗ ಬದಲಾವಣೆಯ ಆದೇಶವು ದಿನಾಂಕ : 29-11-2025 ರಿಂದ 28-12-2025 ರವರೆಗೆ ಜಾರಿಯಲ್ಲಿರುತ್ತದೆ. ಈ ಆದೇಶವನ್ನು ಉಲ್ಲಂಘಿಸಿದಲ್ಲಿ ಕಾನೂನು ರೀತ್ಯಾ ಕ್ರಮ ಕೈಗೊಳ್ಳಲಾಗುವುದು ಎಂದು ಆದೇಶದಲ್ಲಿ ತಿಳಿಸಿದ್ದಾರೆ.	[52, 2008, 399, 2141]
right-story-3-headline-line-1: ಒಂದೇ ಸೂರಿನಡಿ ಉನ್ನತ	[1215, 981, 1425, 1011]
masthead	[52, 30, 1500, 75]
left-story-2-text: ಪಾವಗಡ: ಪಟ್ಟಣದ ಎಂ.ಪಿ ಕ್ರೀ ಸರ್ಕಾರಿ ಹಿರಿಯ ಪ್ರಾಥಮಿಕ ಬಾಲಕಿಯರ ಶಾಲೆಯಲ್ಲಿ ಬುಧವಾರ ಪ್ರಾಥಮಿಕ ಮತ್ತು ಪ್ರೌಢ ಶಾಲೆಗಳ ತಾಲ್ಲೂಕು ಮಟ್ಟದ ಪ್ರತಿಭಾ ಕಾರಂಜಿಯಲ್ಲಿ ಗಿಡ್ಡಾನಹಳ್ಳಿ ಸರ್ಕಾರಿ ಹಿರಿಯ ಪ್ರಾಥಮಿಕ ಶಾಲೆಯ ವಿದ್ಯಾರ್ಥಿಗಳು ಛದ್ಮವೇಷ ಸ್ಪರ್ಧೆಯಲ್ಲಿ ಪ್ರಥಮ ಸ್ಥಾನ ಪಡೆದು ಜಿಲ್ಲಾ ಮಟ್ಟಕ್ಕೆ ಆಯ್ಕೆಯಾಗಿದ್ದಾರೆ.	[52, 1761, 399, 1826]
center-story-3-headline: ನಿರ್ಲಕ್ಷ್ಯಕ್ಕೆ ಒಳಗಾದ ವಿಕಲಚೇತನರಿಗೆ ನೆರವು	[526, 1763, 1387, 1832]
left-story-3-headline-line-1: ವೈಟ್ ಟಾಪಿಂಗ್: ಸಂಚಾರ	[119, 1920, 333, 1949]
event-banner-year: 2025	[1058, 1864, 1100, 1882]
